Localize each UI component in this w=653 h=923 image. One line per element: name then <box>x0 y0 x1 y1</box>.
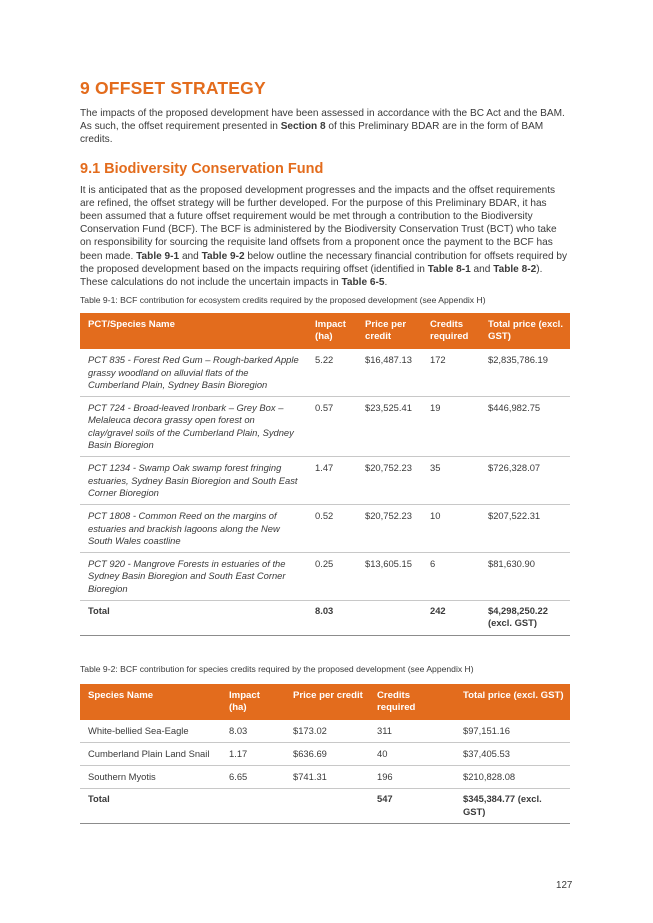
table-row <box>80 349 570 396</box>
subsection-paragraph <box>80 184 570 290</box>
table-row <box>80 457 570 505</box>
table-total-row <box>80 789 570 824</box>
cell: PCT 920 - Mangrove Forests in estuaries of the Sydney Basin Bioregion and South East Corner Bioregion <box>80 553 307 601</box>
cell: $173.02 <box>285 720 369 743</box>
col-header: Impact (ha) <box>307 313 357 349</box>
table-row <box>80 766 570 789</box>
para-text: It is anticipated that as the proposed development progresses and the impacts and the offset requirements are refined, the offset strategy will be further developed. For the purpose of this Preliminary BDAR, it has been assumed that a future offset requirement would be met through a contribution to the Biodiversity Conservation Fund (BCF). The BCF is administered by the Biodiversity Conservation Trust (BCT) who take on responsibility for sourcing the requisite land offsets from a proponent once the payment to the BCF has been made. <box>80 184 557 262</box>
para-ref: Table 6-5 <box>341 277 385 289</box>
col-header: Total price (excl. GST) <box>455 684 570 720</box>
cell: Total <box>80 600 307 635</box>
col-header: Price per credit <box>285 684 369 720</box>
para-text: and <box>470 263 494 275</box>
table-row <box>80 553 570 601</box>
cell: PCT 835 - Forest Red Gum – Rough-barked Apple grassy woodland on alluvial flats of the Cumberland Plain, Sydney Basin Bioregion <box>80 349 307 396</box>
para-text: below outline the necessary financial contribution for offsets required by the proposed development based on the impacts requiring offset (identified in <box>80 250 568 275</box>
cell: $726,328.07 <box>480 457 570 505</box>
cell: $81,630.90 <box>480 553 570 601</box>
cell: 6.65 <box>221 766 285 789</box>
cell: 35 <box>422 457 480 505</box>
cell: 172 <box>422 349 480 396</box>
cell: 40 <box>369 742 455 765</box>
table-total-row <box>80 600 570 635</box>
table-9-1 <box>80 313 570 635</box>
cell <box>357 600 422 635</box>
cell: $446,982.75 <box>480 397 570 457</box>
cell: 242 <box>422 600 480 635</box>
cell: $210,828.08 <box>455 766 570 789</box>
col-header: Credits required <box>369 684 455 720</box>
cell: $741.31 <box>285 766 369 789</box>
cell <box>221 789 285 824</box>
cell: $37,405.53 <box>455 742 570 765</box>
intro-ref-section: Section 8 <box>280 121 326 133</box>
para-ref: Table 9-1 <box>136 250 180 262</box>
cell: 10 <box>422 505 480 553</box>
table-9-1-caption: Table 9-1: BCF contribution for ecosystem credits required by the proposed development (see Appendix H) <box>80 295 486 306</box>
intro-text-1: The impacts of the proposed development have been assessed in accordance with the BC Act and the BAM. As such, the offset requirement presented in <box>80 108 565 133</box>
table-row <box>80 742 570 765</box>
cell: Total <box>80 789 221 824</box>
cell: 19 <box>422 397 480 457</box>
table-9-2 <box>80 684 570 824</box>
cell: 8.03 <box>307 600 357 635</box>
para-ref: Table 8-1 <box>427 263 471 275</box>
cell <box>285 789 369 824</box>
cell: 547 <box>369 789 455 824</box>
subsection-heading: 9.1 Biodiversity Conservation Fund <box>80 160 324 177</box>
cell: 0.57 <box>307 397 357 457</box>
para-ref: Table 9-2 <box>201 250 245 262</box>
para-text: and <box>179 250 202 262</box>
cell: 196 <box>369 766 455 789</box>
table-row <box>80 720 570 743</box>
cell: 0.52 <box>307 505 357 553</box>
cell: PCT 1808 - Common Reed on the margins of estuaries and brackish lagoons along the New South Wales coastline <box>80 505 307 553</box>
cell: $636.69 <box>285 742 369 765</box>
intro-text-2: of this Preliminary BDAR are in the form of BAM credits. <box>80 121 544 146</box>
cell: $23,525.41 <box>357 397 422 457</box>
table-row <box>80 505 570 553</box>
para-ref: Table 8-2 <box>493 263 537 275</box>
cell: $13,605.15 <box>357 553 422 601</box>
cell: Southern Myotis <box>80 766 221 789</box>
cell: PCT 724 - Broad-leaved Ironbark – Grey Box – Melaleuca decora grassy open forest on clay/gravel soils of the Cumberland Plain, Sydney Basin Bioregion <box>80 397 307 457</box>
col-header: Total price (excl. GST) <box>480 313 570 349</box>
col-header: Price per credit <box>357 313 422 349</box>
cell: White-bellied Sea-Eagle <box>80 720 221 743</box>
col-header: Impact (ha) <box>221 684 285 720</box>
para-text: . <box>384 277 388 289</box>
col-header: Credits required <box>422 313 480 349</box>
table-9-2-caption: Table 9-2: BCF contribution for species credits required by the proposed development (see Appendix H) <box>80 663 474 674</box>
cell: 311 <box>369 720 455 743</box>
cell: $207,522.31 <box>480 505 570 553</box>
cell: 0.25 <box>307 553 357 601</box>
table-row <box>80 397 570 457</box>
page-content <box>80 78 570 824</box>
cell: $97,151.16 <box>455 720 570 743</box>
cell: Cumberland Plain Land Snail <box>80 742 221 765</box>
cell: 5.22 <box>307 349 357 396</box>
table-header-row <box>80 684 570 720</box>
section-heading: 9 OFFSET STRATEGY <box>80 78 266 98</box>
cell: 1.47 <box>307 457 357 505</box>
para-text: ). These calculations do not include the uncertain impacts in <box>80 263 543 289</box>
cell: $20,752.23 <box>357 505 422 553</box>
cell: $345,384.77 (excl. GST) <box>455 789 570 824</box>
cell: PCT 1234 - Swamp Oak swamp forest fringing estuaries, Sydney Basin Bioregion and South East Corner Bioregion <box>80 457 307 505</box>
cell: 8.03 <box>221 720 285 743</box>
col-header: PCT/Species Name <box>80 313 307 349</box>
cell: $2,835,786.19 <box>480 349 570 396</box>
page-number: 127 <box>556 880 573 891</box>
section-intro <box>80 107 570 147</box>
cell: $4,298,250.22 (excl. GST) <box>480 600 570 635</box>
cell: $16,487.13 <box>357 349 422 396</box>
cell: 6 <box>422 553 480 601</box>
cell: $20,752.23 <box>357 457 422 505</box>
cell: 1.17 <box>221 742 285 765</box>
col-header: Species Name <box>80 684 221 720</box>
table-header-row <box>80 313 570 349</box>
